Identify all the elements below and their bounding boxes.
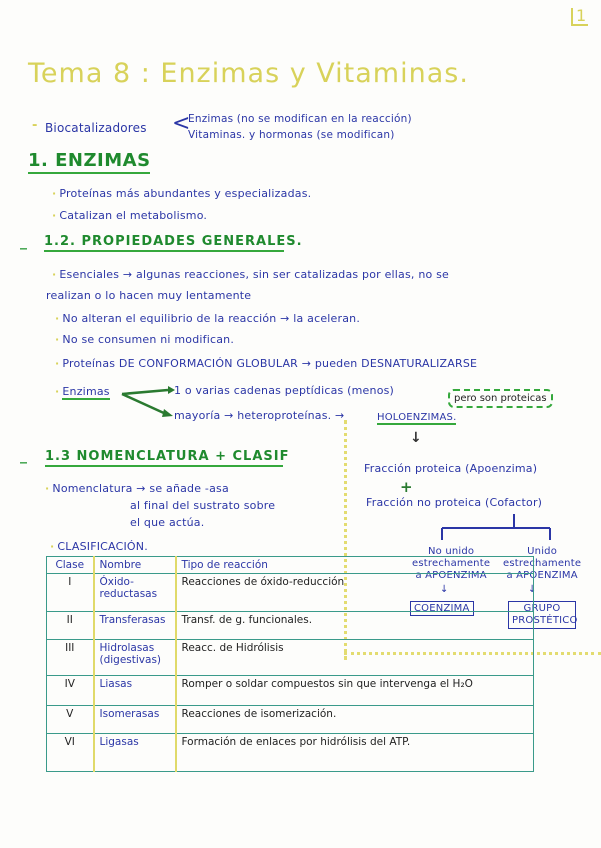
nomenclatura-text: · Nomenclatura → se añade -asa [45,482,229,495]
table-row [47,612,534,640]
nomenclatura-text: el que actúa. [130,516,205,529]
enzimas-branch-cadenas: 1 o varias cadenas peptídicas (menos) [174,384,395,397]
bullet-item: · No alteran el equilibrio de la reacción → la aceleran. [55,312,360,325]
table-cell: Isomerasas [94,706,176,734]
table-cell: III [47,640,94,676]
table-cell: Reacciones de óxido-reducción [176,574,534,612]
table-cell: IV [47,676,94,706]
bullet-item: · No se consumen ni modifican. [55,333,234,346]
table-row [47,706,534,734]
table-row [47,676,534,706]
table-cell: Formación de enlaces por hidrólisis del ATP. [176,734,534,772]
bullet-item: · Proteínas más abundantes y especializadas. [52,187,311,200]
down-arrow-icon: ↓ [440,584,449,595]
page-title: Tema 8 : Enzimas y Vitaminas. [28,58,469,89]
section-heading-enzimas: 1. ENZIMAS [28,150,150,174]
intro-branch-vitaminas: Vitaminas. y hormonas (se modifican) [188,129,395,141]
right-branch-text: Unido estrechamente a APOENZIMA [503,546,582,581]
table-cell: Liasas [94,676,176,706]
grupo-prostetico-box: GRUPO PROSTÉTICO [508,601,576,629]
table-header-cell: Nombre [94,557,176,574]
table-row [47,640,534,676]
table-cell: Reacc. de Hidrólisis [176,640,534,676]
brace-icon: < [172,111,191,136]
fraccion-no-proteica: Fracción no proteica (Cofactor) [366,496,543,509]
dash-marker: _ [20,234,27,250]
cloud-note: pero son proteicas [448,389,553,408]
dash-marker: - [32,118,38,133]
intro-branch-enzimas: Enzimas (no se modifican en la reacción) [188,113,412,125]
coenzima-box: COENZIMA [410,601,474,616]
down-arrow-icon: ↓ [410,430,422,446]
table-header-cell: Tipo de reacción [176,557,534,574]
table-cell: II [47,612,94,640]
bullet-item: · Esenciales → algunas reacciones, sin ser catalizadas por ellas, no se [52,268,449,281]
section-heading-propiedades: 1.2. PROPIEDADES GENERALES. [44,234,284,252]
table-cell: Óxido-reductasas [94,574,176,612]
branch-arrows-icon [120,384,175,420]
section-heading-nomenclatura: 1.3 NOMENCLATURA + CLASIF [45,449,283,467]
holoenzimas-label: HOLOENZIMAS. [377,412,457,423]
bullet-item: · Proteínas DE CONFORMACIÓN GLOBULAR → pueden DESNATURALIZARSE [55,357,477,370]
table-cell: Hidrolasas (digestivas) [94,640,176,676]
table-cell: Reacciones de isomerización. [176,706,534,734]
classification-table [46,556,534,772]
table-header-row [47,557,534,574]
clasificacion-label: · CLASIFICACIÓN. [50,540,148,553]
bullet-continuation: realizan o lo hacen muy lentamente [46,289,252,302]
left-branch-text: No unido estrechamente a APOENZIMA [412,546,491,581]
nomenclatura-text: al final del sustrato sobre [130,499,276,512]
table-cell: Transf. de g. funcionales. [176,612,534,640]
enzimas-branch-heteroproteinas: mayoría → heteroproteínas. → [174,409,345,422]
dash-marker: _ [20,448,27,464]
table-row [47,734,534,772]
bullet-item: · Catalizan el metabolismo. [52,209,207,222]
table-cell: I [47,574,94,612]
table-header-cell: Clase [47,557,94,574]
biocatalizadores-label: Biocatalizadores [45,121,147,135]
table-cell: VI [47,734,94,772]
fraccion-proteica: Fracción proteica (Apoenzima) [364,462,538,475]
table-cell: V [47,706,94,734]
down-arrow-icon: ↓ [528,584,537,595]
table-cell: Transferasas [94,612,176,640]
page-number: 1 [571,8,588,26]
table-cell: Romper o soldar compuestos sin que intervenga el H₂O [176,676,534,706]
enzimas-label: · Enzimas [55,385,110,398]
table-row [47,574,534,612]
tree-bracket-icon [420,514,560,544]
table-cell: Ligasas [94,734,176,772]
plus-icon: + [400,478,413,496]
